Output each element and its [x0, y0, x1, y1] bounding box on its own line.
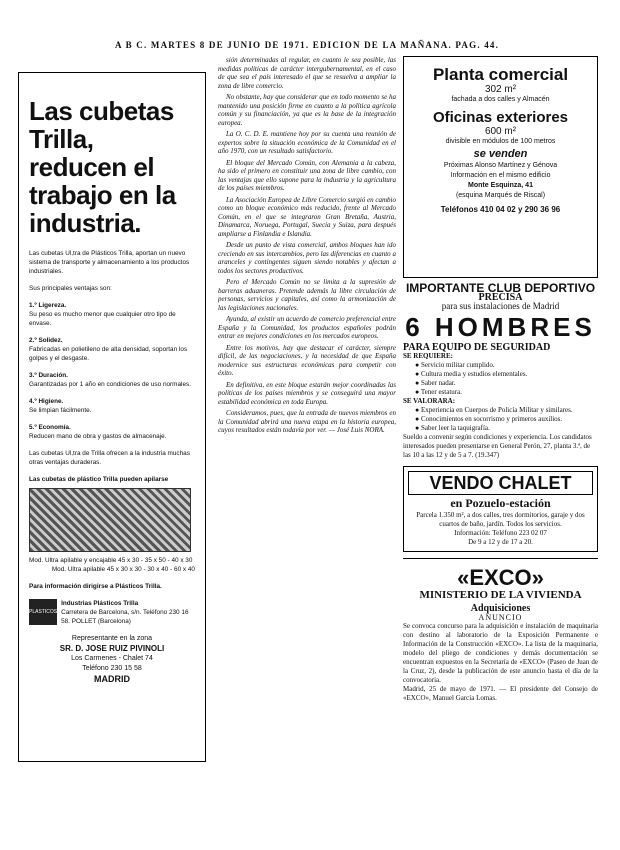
- article-column: [218, 56, 396, 831]
- commercial-area: 302 m²: [484, 84, 517, 95]
- trilla-item-text: Garantizadas por 1 año en condiciones de uso normales.: [29, 381, 191, 388]
- trilla-caption-models: Mod. Ultra apilable y encajable 45 x 30 - 35 x 50 - 40 x 30: [29, 557, 193, 564]
- trilla-item-title: 5.º Economía.: [29, 424, 71, 431]
- trilla-company-name: Industrias Plásticos Trilla: [61, 600, 139, 607]
- trilla-headline: Las cubetas Trilla, reducen el trabajo en la industria.: [29, 96, 176, 238]
- commercial-desc: fachada a dos calles y Almacén: [451, 96, 550, 103]
- trilla-more-info: Para información dirigirse a Plásticos Trilla.: [29, 583, 162, 590]
- trilla-principles-intro: Sus principales ventajas son:: [29, 285, 112, 292]
- trilla-closing: Las cubetas Ul,tra de Trilla ofrecen a la industria muchas otras ventajas duraderas.: [29, 450, 190, 466]
- chalet-subtitle: en Pozuelo-estación: [450, 496, 551, 510]
- trilla-advertisement: [18, 72, 206, 762]
- near-label: Próximas Alonso Martínez y Génova: [443, 162, 558, 169]
- trilla-item-title: 4.º Higiene.: [29, 398, 64, 405]
- exco-body: Se convoca concurso para la adquisición e instalación de maquinaria con destino al laboratorio de la Exposición Permanente e Información de la Construcción «EXCO». La lista de la maquinaria, modelo del pliego de condiciones y demás documentación se encuentran expuestos en la Secretaría de «EXCO» (Paseo de Juan de la Cruz, 2), desde la publicación de este anuncio hasta el día de la convocatoria.: [403, 622, 598, 684]
- phone: Teléfonos 410 04 02 y 290 36 96: [440, 205, 561, 214]
- req-title: SE REQUIERE:: [403, 352, 453, 360]
- offices-area: 600 m²: [484, 126, 517, 137]
- trilla-item-title: 3.º Duración.: [29, 372, 68, 379]
- sale-label: se venden: [473, 148, 528, 160]
- req-item: ● Tener estatura.: [415, 388, 598, 397]
- rep-name: SR. D. JOSE RUIZ PIVINOLI: [59, 644, 165, 653]
- club-offer: Sueldo a convenir según condiciones y experiencia. Los candidatos interesados pueden presentarse en General Perón, 27, planta 3.ª, de las 10 a las 12 y de 5 a 7. (19.347): [403, 433, 592, 459]
- trilla-item-text: Se limpian fácilmente.: [29, 407, 92, 414]
- article-paragraph: Pero el Mercado Común no se limita a la supresión de barreras aduaneras. Pretende además la libre circulación de personas, servicios y capitales, así como la armonización de las legislaciones nacionales.: [218, 278, 396, 312]
- trilla-intro: Las cubetas Ul,tra de Plásticos Trilla, aportan un nuevo sistema de transporte y almacenamiento a los productos industriales.: [29, 250, 190, 275]
- trilla-item-text: Reducen mano de obra y gastos de almacenaje.: [29, 433, 167, 440]
- req-item: ● Saber nadar.: [415, 379, 598, 388]
- trilla-caption-models-2: Mod. Ultra apilable 45 x 30 x 30 - 30 x 40 - 60 x 40: [51, 566, 195, 573]
- val-title: SE VALORARA:: [403, 397, 456, 405]
- info-label: Información en el mismo edificio: [450, 172, 551, 179]
- chalet-info: Información: Teléfono 223 02 07: [454, 529, 547, 537]
- offices-title: Oficinas exteriores: [432, 109, 569, 126]
- trilla-item-title: 2.º Solidez.: [29, 337, 63, 344]
- rep-address: Los Carmenes - Chalet 74: [71, 655, 153, 662]
- trilla-caption-title: Las cubetas de plástico Trilla pueden apilarse: [29, 476, 169, 483]
- club-installations: para sus instalaciones de Madrid: [441, 301, 560, 311]
- stacked-crates-image: [29, 488, 191, 552]
- val-item: ● Experiencia en Cuerpos de Policía Militar y similares.: [415, 406, 598, 415]
- rep-phone: Teléfono 230 15 58: [82, 665, 142, 672]
- exco-adq: Adquisiciones: [470, 603, 531, 614]
- val-item: ● Saber leer la taquigrafía.: [415, 424, 598, 433]
- commercial-title: Planta comercial: [432, 65, 569, 84]
- article-paragraph: Ayunda, al existir un acuerdo de comercio preferencial entre España y la Comunidad, los productos españoles podrán entrar en mejores condiciones en los mercados europeos.: [218, 315, 396, 340]
- val-item: ● Conocimientos en socorrismo y primeros auxilios.: [415, 415, 598, 424]
- req-item: ● Cultura media y estudios elementales.: [415, 370, 598, 379]
- article-paragraph: El bloque del Mercado Común, con Alemania a la cabeza, ha sido el primero en constituir una zona de libre cambio, con las ventajas que ello supone para la industria y la agricultura de los países miembros.: [218, 158, 396, 192]
- page-header: A B C. MARTES 8 DE JUNIO DE 1971. EDICION DE LA MAÑANA. PAG. 44.: [115, 40, 500, 50]
- classified-ads-column: [403, 56, 598, 836]
- chalet-title: VENDO CHALET: [408, 471, 593, 495]
- req-item: ● Servicio militar cumplido.: [415, 361, 598, 370]
- article-paragraph: No obstante, hay que considerar que en todo momento se ha mantenido una posición firme en cuanto a la política agrícola común y su financiación, ya que es la base de la integración europea.: [218, 93, 396, 127]
- divider: [403, 558, 598, 559]
- chalet-hours: De 9 a 12 y de 17 a 20.: [468, 538, 533, 546]
- rep-city: MADRID: [94, 674, 130, 684]
- trilla-item-text: Su peso es mucho menor que cualquier otro tipo de envase.: [29, 311, 176, 327]
- offices-desc: divisible en módulos de 100 metros: [445, 138, 556, 145]
- chalet-ad: [403, 466, 598, 552]
- exco-title: «EXCO»: [457, 565, 544, 590]
- article-paragraph: Desde un punto de vista comercial, ambos bloques han ido creciendo en sus intercambios, pero las diferencias en cuanto a aranceles y contingentes siguen siendo notables y afectan a todos los sectores productivos.: [218, 241, 396, 275]
- exco-ad: [403, 565, 598, 703]
- trilla-logo: PLASTICOS TRILLA: [29, 599, 57, 625]
- trilla-company-address: Carretera de Barcelona, s/n. Teléfono 230 16 58. POLLET (Barcelona): [61, 609, 189, 625]
- rep-intro: Representante en la zona: [71, 635, 153, 642]
- article-paragraph: sión determinadas al regular, en cuanto le sea posible, las medidas políticas de carácter intergubernamental, en el caso de que sea el país interesado el que se resuelva a ampliar la zona de libre comercio.: [218, 56, 396, 90]
- trilla-item-text: Fabricadas en polietileno de alta densidad, soportan los golpes y el desgaste.: [29, 346, 188, 362]
- trilla-item-title: 1.º Ligereza.: [29, 302, 67, 309]
- article-paragraph: Entre los motivos, hay que destacar el carácter, siempre difícil, de las negociaciones, y la necesidad de que España modernice sus estructuras económicas para competir con éxito.: [218, 343, 396, 377]
- chalet-desc: Parcela 1.350 m², a dos calles, tres dormitorios, garaje y dos cuartos de baño, jardín. Todos los servicios.: [416, 511, 585, 528]
- address-2: (esquina Marqués de Riscal): [455, 192, 546, 199]
- article-paragraph: Consideramos, pues, que la entrada de nuevos miembros en la Comunidad abrirá una nueva etapa en la historia europea, cuyos resultados están todavía por ver. — José Luis NORA.: [218, 409, 396, 434]
- club-security: PARA EQUIPO DE SEGURIDAD: [403, 342, 551, 353]
- club-title: IMPORTANTE CLUB DEPORTIVO: [405, 281, 596, 295]
- article-paragraph: La O. C. D. E. mantiene hoy por su cuenta una reunión de expertos sobre la situación económica de la Comunidad en el año 1970, con un resultado satisfactorio.: [218, 130, 396, 155]
- article-paragraph: En definitiva, en este bloque estarán mejor coordinadas las políticas de los países miembros y se conseguirá una mayor estabilidad económica en toda Europa.: [218, 380, 396, 406]
- address: Monte Esquinza, 41: [468, 182, 533, 189]
- club-precisa: PRECISA: [478, 292, 523, 303]
- article-paragraph: La Asociación Europea de Libre Comercio surgió en cambio como un bloque económico más reducido, frente al Mercado Común, en el que se integraron Gran Bretaña, Austria, Dinamarca, Noruega, Portugal, Suecia y Suiza, para después ampliarse a Finlandia e Islandia.: [218, 195, 396, 238]
- sports-club-ad: [403, 281, 598, 460]
- exco-sign: Madrid, 25 de mayo de 1971. — El presidente del Consejo de «EXCO», Manuel García Lomas.: [403, 685, 598, 702]
- club-men: 6 HOMBRES: [405, 312, 596, 342]
- commercial-property-ad: [403, 56, 598, 278]
- exco-anuncio: ANUNCIO: [478, 613, 523, 622]
- exco-ministry: MINISTERIO DE LA VIVIENDA: [419, 589, 582, 601]
